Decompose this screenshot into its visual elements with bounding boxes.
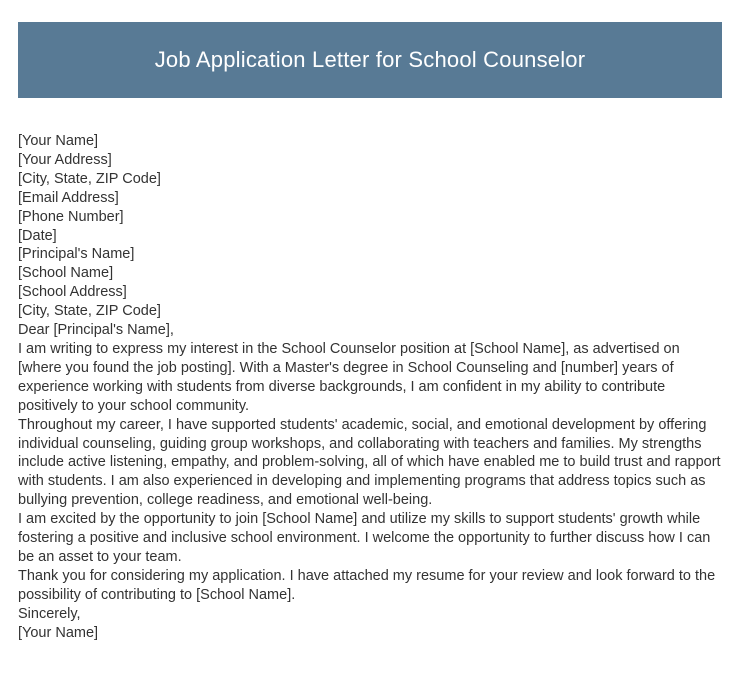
sender-line: [Phone Number] (18, 208, 124, 225)
sender-line: [Date] (18, 227, 57, 244)
sender-address-block (18, 132, 724, 245)
sender-line: [Your Address] (18, 151, 112, 168)
recipient-line: [School Name] (18, 265, 114, 282)
signature: [Your Name] (18, 624, 99, 641)
letter-paragraph: I am writing to express my interest in the School Counselor position at [School Name], as advertised on [where you found the job posting]. With a Master's degree in School Counseling and [number] years of experience working with students from diverse backgrounds, I am confident in my ability to contribute positively to your school community. (18, 340, 680, 414)
sender-line: [Email Address] (18, 189, 119, 206)
salutation: Dear [Principal's Name], (18, 322, 174, 339)
recipient-line: [City, State, ZIP Code] (18, 303, 161, 320)
closing: Sincerely, (18, 605, 81, 622)
sender-line: [City, State, ZIP Code] (18, 170, 161, 187)
recipient-line: [School Address] (18, 284, 127, 301)
letter-paragraph: I am excited by the opportunity to join [School Name] and utilize my skills to support students' growth while fostering a positive and inclusive school environment. I welcome the opportunity to further discuss how I can be an asset to your team. (18, 511, 711, 565)
recipient-line: [Principal's Name] (18, 246, 135, 263)
recipient-address-block (18, 245, 724, 321)
letter-paragraph: Throughout my career, I have supported students' academic, social, and emotional development by offering individual counseling, guiding group workshops, and collaborating with teachers and families. My strengths include active listening, empathy, and problem-solving, all of which have enabled me to build trust and rapport with students. I am also experienced in developing and implementing programs that address topics such as bullying prevention, college readiness, and emotional well-being. (18, 416, 721, 509)
letter-paragraph: Thank you for considering my application. I have attached my resume for your review and look forward to the possibility of contributing to [School Name]. (18, 567, 716, 603)
page-title: Job Application Letter for School Counselor (154, 46, 586, 72)
document-header-band (18, 22, 722, 98)
letter-body (18, 132, 724, 642)
sender-line: [Your Name] (18, 133, 99, 149)
